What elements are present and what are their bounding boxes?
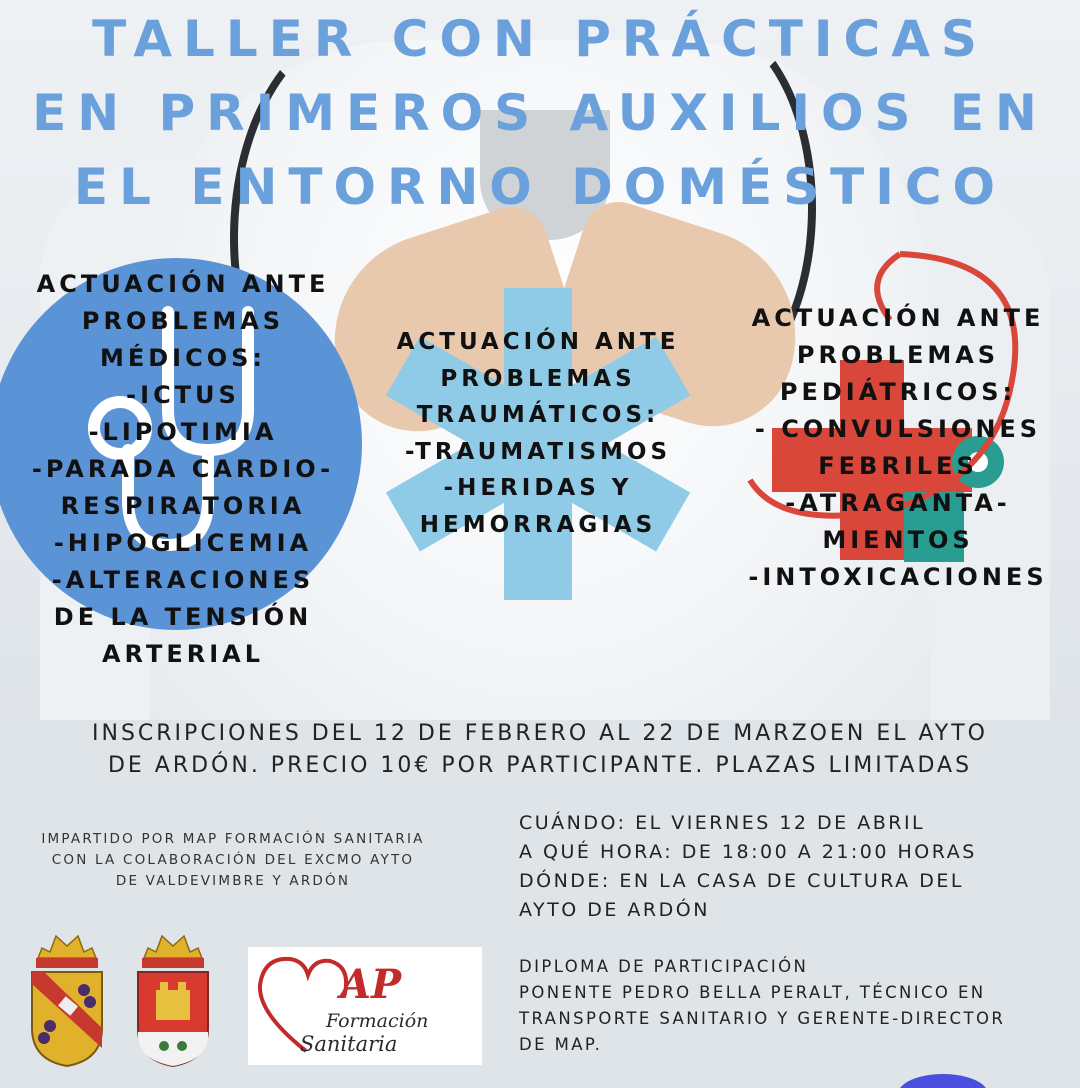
block-line: - CONVULSIONES xyxy=(754,415,1042,443)
block-line: DE LA TENSIÓN xyxy=(53,603,313,631)
registration-line: INSCRIPCIONES DEL 12 DE FEBRERO AL 22 DE MARZOEN EL AYTO xyxy=(92,721,988,746)
coat-of-arms-valdevimbre-icon xyxy=(26,928,108,1068)
schedule-line: AYTO DE ARDÓN xyxy=(519,899,710,921)
schedule-line: A QUÉ HORA: DE 18:00 A 21:00 HORAS xyxy=(519,841,977,863)
block-line: TRAUMÁTICOS: xyxy=(416,402,660,428)
block-line: -ICTUS xyxy=(126,381,240,409)
medical-problems-block xyxy=(0,266,366,673)
block-line: HEMORRAGIAS xyxy=(419,511,657,538)
block-line: ARTERIAL xyxy=(101,640,265,668)
coat-of-arms-ardon-icon xyxy=(132,928,214,1068)
logo-sanitaria-text: Sanitaria xyxy=(300,1032,398,1056)
block-line: -INTOXICACIONES xyxy=(748,563,1048,591)
block-line: MÉDICOS: xyxy=(99,344,267,372)
title-line: EN PRIMEROS AUXILIOS EN xyxy=(32,84,1048,142)
registration-line: DE ARDÓN. PRECIO 10€ POR PARTICIPANTE. PLAZAS LIMITADAS xyxy=(107,753,973,778)
block-line: -ATRAGANTA- xyxy=(785,489,1011,517)
logo-ap-text: AP xyxy=(340,961,402,1008)
title-line: EL ENTORNO DOMÉSTICO xyxy=(73,158,1007,216)
organizer-line: IMPARTIDO POR MAP FORMACIÓN SANITARIA xyxy=(41,831,425,847)
logo-formacion-text: Formación xyxy=(326,1010,429,1032)
title-line: TALLER CON PRÁCTICAS xyxy=(92,10,988,68)
block-line: ACTUACIÓN ANTE xyxy=(36,270,330,298)
speaker-line: DE MAP. xyxy=(519,1035,603,1054)
speaker-line: PONENTE PEDRO BELLA PERALT, TÉCNICO EN xyxy=(519,983,986,1002)
schedule-line: DÓNDE: EN LA CASA DE CULTURA DEL xyxy=(519,870,964,892)
block-line: PROBLEMAS xyxy=(440,365,636,392)
pediatric-problems-block xyxy=(716,300,1080,596)
organizer-info xyxy=(0,829,466,892)
page-title xyxy=(0,2,1080,224)
schedule-line: CUÁNDO: EL VIERNES 12 DE ABRIL xyxy=(519,812,926,834)
block-line: PROBLEMAS xyxy=(796,341,1000,369)
organizer-line: DE VALDEVIMBRE Y ARDÓN xyxy=(115,873,351,889)
registration-info xyxy=(0,718,1080,782)
block-line: ACTUACIÓN ANTE xyxy=(396,329,680,355)
block-line: -TRAUMATISMOS xyxy=(404,438,672,465)
block-line: MIENTOS xyxy=(822,526,974,554)
traumatic-problems-block xyxy=(368,324,708,543)
block-line: -LIPOTIMIA xyxy=(88,418,278,446)
block-line: -HERIDAS Y xyxy=(443,475,633,501)
organizer-line: CON LA COLABORACIÓN DEL EXCMO AYTO xyxy=(51,852,415,868)
schedule-info xyxy=(519,809,1079,925)
block-line: PEDIÁTRICOS: xyxy=(779,378,1017,406)
block-line: -ALTERACIONES xyxy=(51,566,315,594)
speaker-info xyxy=(519,954,1079,1058)
block-line: FEBRILES xyxy=(818,452,978,480)
block-line: PROBLEMAS xyxy=(81,307,285,335)
block-line: RESPIRATORIA xyxy=(60,492,306,520)
block-line: -HIPOGLICEMIA xyxy=(53,529,313,557)
speaker-line: TRANSPORTE SANITARIO Y GERENTE-DIRECTOR xyxy=(519,1009,1006,1028)
block-line: ACTUACIÓN ANTE xyxy=(751,304,1045,332)
map-formacion-sanitaria-logo xyxy=(248,947,482,1065)
speaker-line: DIPLOMA DE PARTICIPACIÓN xyxy=(519,957,809,976)
block-line: -PARADA CARDIO- xyxy=(31,455,335,483)
